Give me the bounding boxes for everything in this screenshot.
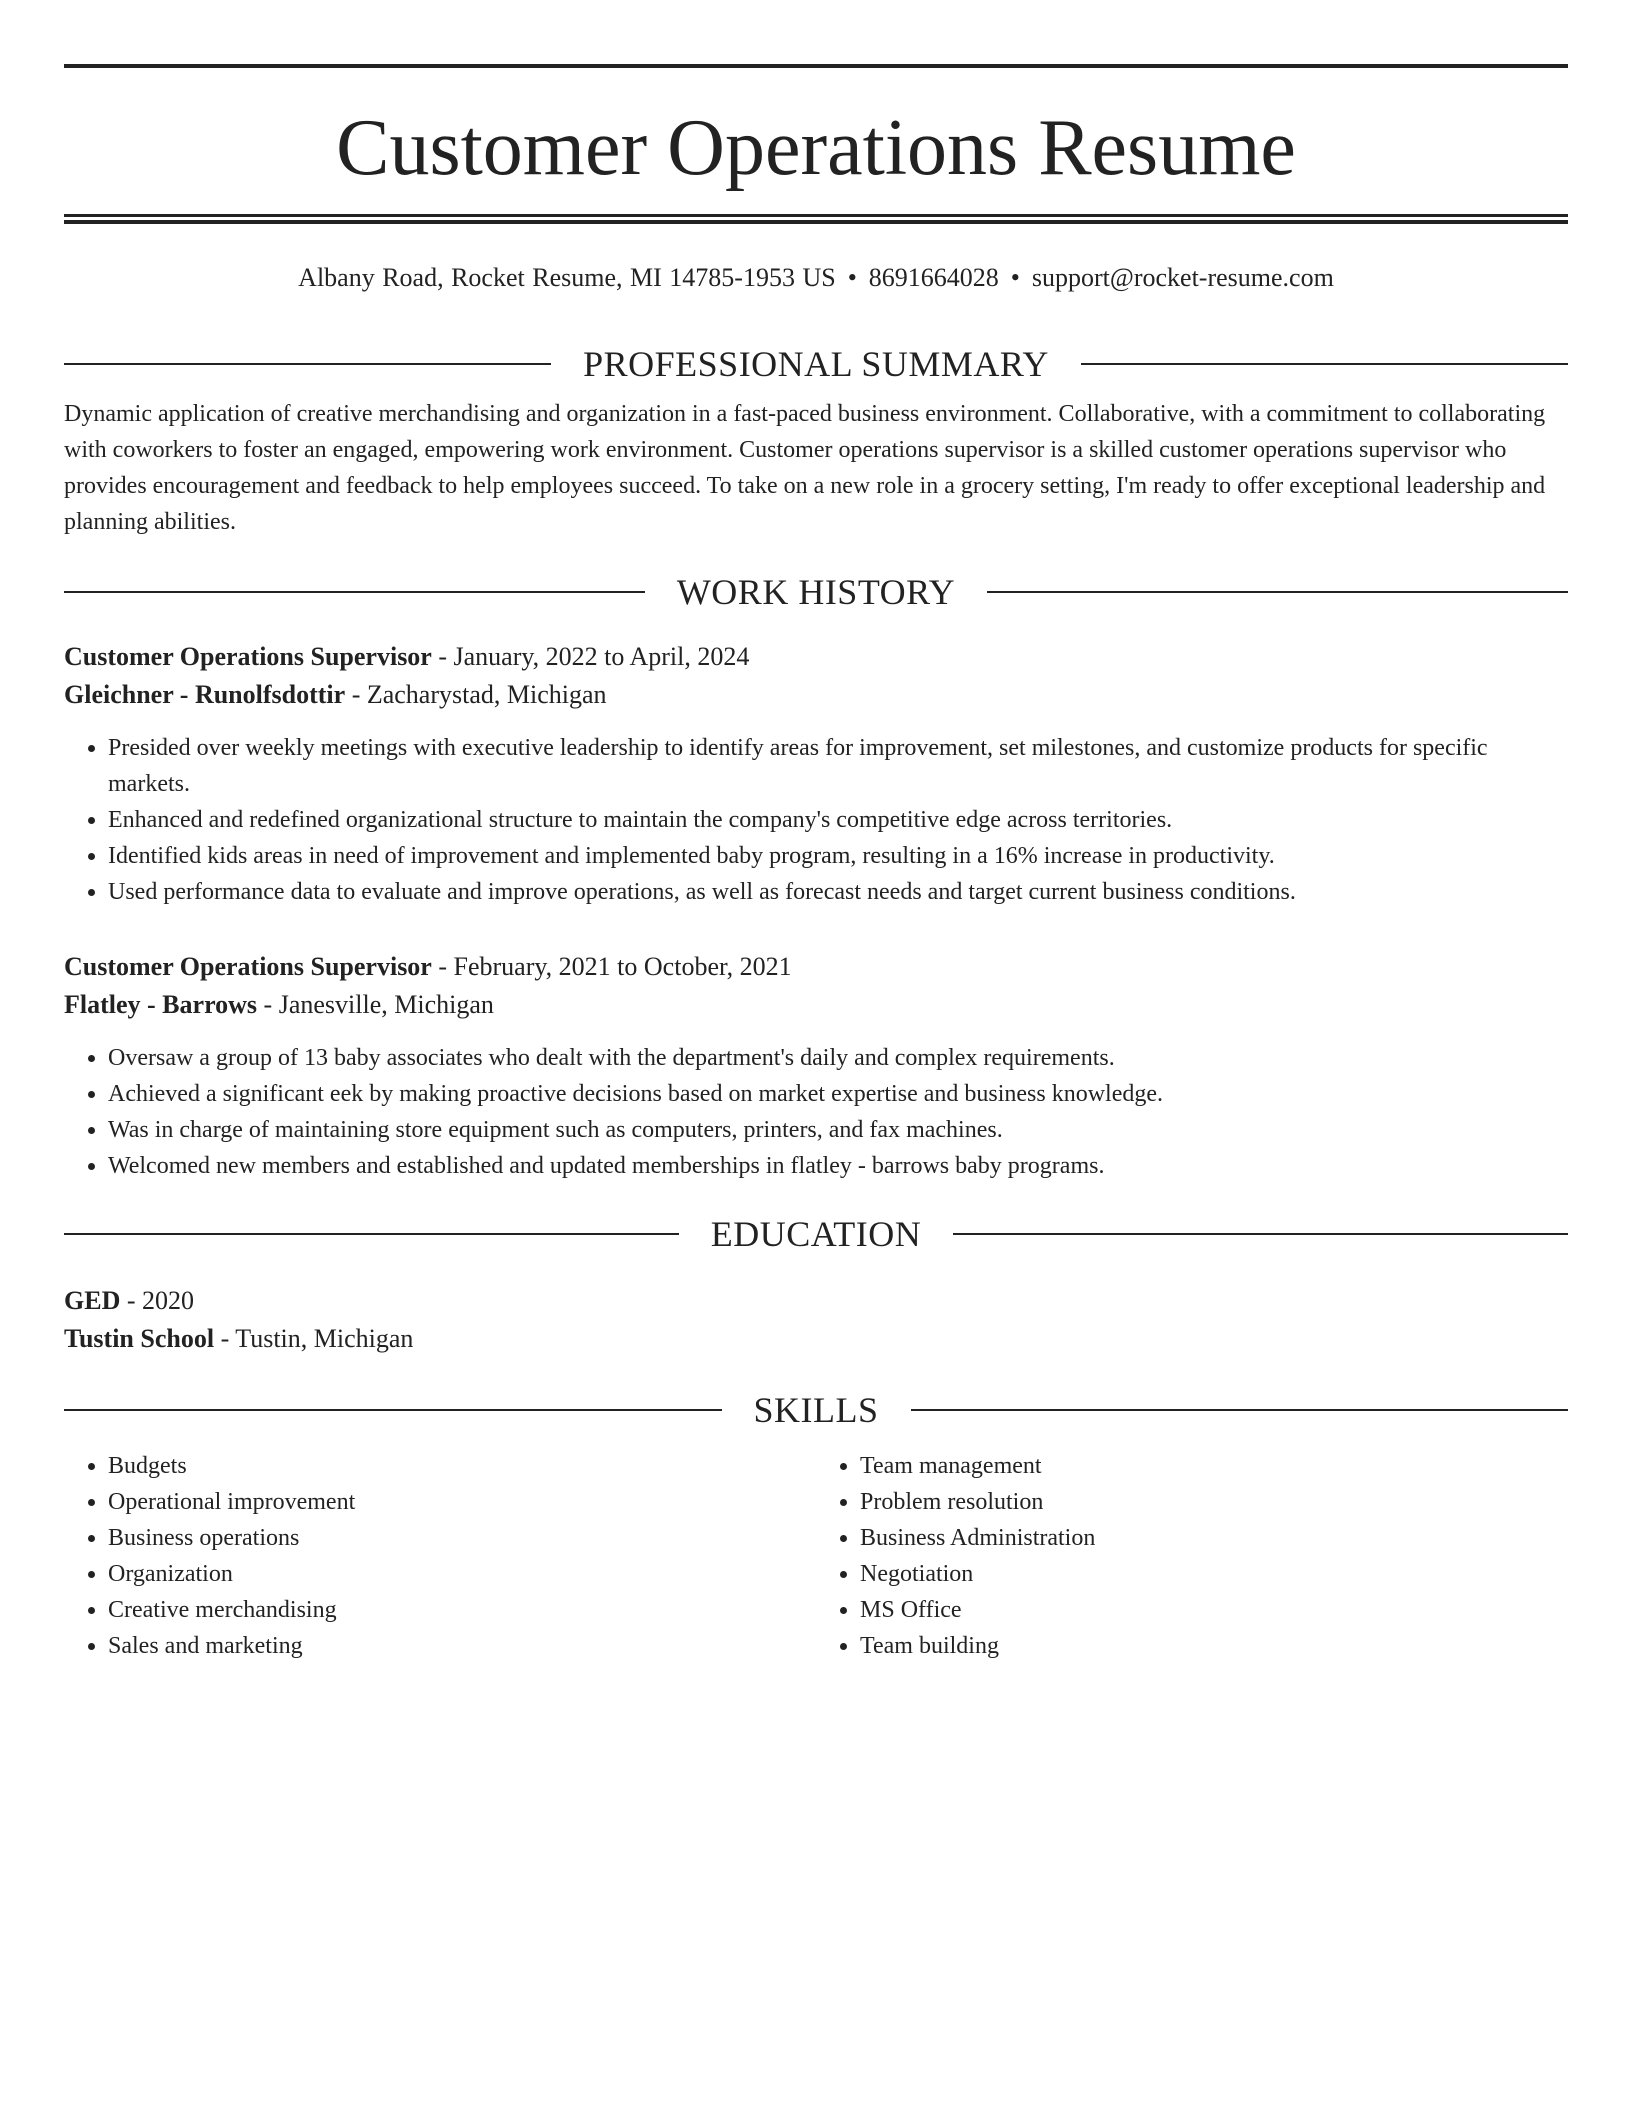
list-item: • Used performance data to evaluate and improve operations, as well as forecast needs and target current business conditions.	[108, 874, 1568, 910]
job-bullet-list	[64, 730, 1568, 910]
page-title: Customer Operations Resume	[336, 104, 1296, 192]
education-entry	[64, 1282, 1568, 1358]
skills-heading-label: SKILLS	[753, 1390, 879, 1430]
job-company-row	[64, 676, 1568, 714]
heading-rule-left	[64, 1409, 722, 1411]
contact-address: Albany Road, Rocket Resume, MI 14785-1953 US	[298, 263, 836, 292]
education-heading-label: EDUCATION	[710, 1214, 922, 1254]
top-rule	[64, 64, 1568, 68]
summary-text: Dynamic application of creative merchandising and organization in a fast-paced business environment. Collaborative, with a commitment to collaborating with coworkers to foster an engaged, empowering work environment. Customer operations supervisor is a skilled customer operations supervisor who provides encouragement and feedback to help employees succeed. To take on a new role in a grocery setting, I'm ready to offer exceptional leadership and planning abilities.	[64, 401, 1546, 535]
education-year: - 2020	[120, 1286, 195, 1315]
work-heading	[64, 570, 1568, 614]
skills-list-right	[816, 1448, 1568, 1664]
job-dates: - February, 2021 to October, 2021	[431, 952, 792, 981]
summary-heading-label: PROFESSIONAL SUMMARY	[583, 344, 1049, 384]
heading-rule-right	[987, 591, 1568, 593]
heading-rule-right	[953, 1233, 1568, 1235]
education-school: Tustin School	[64, 1324, 215, 1353]
skills-list-left	[64, 1448, 816, 1664]
work-heading-label: WORK HISTORY	[676, 572, 956, 612]
heading-rule-left	[64, 1233, 679, 1235]
job-title: Customer Operations Supervisor	[64, 642, 432, 671]
heading-rule-left	[64, 363, 551, 365]
list-item: • Identified kids areas in need of improvement and implemented baby program, resulting in a 16% increase in productivity.	[108, 838, 1568, 874]
summary-heading	[64, 342, 1568, 386]
education-degree-row	[64, 1282, 1568, 1320]
skills-heading	[64, 1388, 1568, 1432]
education-school-row	[64, 1320, 1568, 1358]
list-item: • Sales and marketing	[108, 1628, 816, 1664]
list-item: • Oversaw a group of 13 baby associates who dealt with the department's daily and complex requirements.	[108, 1040, 1568, 1076]
list-item: • Negotiation	[860, 1556, 1568, 1592]
contact-email: support@rocket-resume.com	[1031, 263, 1334, 292]
contact-line	[64, 258, 1568, 298]
list-item: • Was in charge of maintaining store equipment such as computers, printers, and fax machines.	[108, 1112, 1568, 1148]
list-item: • Enhanced and redefined organizational structure to maintain the company's competitive edge across territories.	[108, 802, 1568, 838]
resume-content	[64, 64, 1568, 1664]
title-double-rule	[64, 214, 1568, 224]
list-item: • Organization	[108, 1556, 816, 1592]
education-degree: GED	[64, 1286, 121, 1315]
job-title-row	[64, 948, 1568, 986]
contact-phone: 8691664028	[868, 263, 999, 292]
list-item: • Team management	[860, 1448, 1568, 1484]
contact-separator: •	[1010, 263, 1020, 292]
job-company: Gleichner - Runolfsdottir	[64, 680, 346, 709]
job-location: - Janesville, Michigan	[257, 990, 494, 1019]
job-title-row	[64, 638, 1568, 676]
skills-columns	[64, 1448, 1568, 1664]
job-entry-2	[64, 948, 1568, 1184]
contact-separator: •	[847, 263, 857, 292]
heading-rule-right	[911, 1409, 1569, 1411]
list-item: • Business Administration	[860, 1520, 1568, 1556]
job-entry-1	[64, 638, 1568, 910]
education-location: - Tustin, Michigan	[214, 1324, 414, 1353]
job-company-row	[64, 986, 1568, 1024]
list-item: • Presided over weekly meetings with executive leadership to identify areas for improvement, set milestones, and customize products for specific markets.	[108, 730, 1568, 802]
list-item: • Welcomed new members and established and updated memberships in flatley - barrows baby programs.	[108, 1148, 1568, 1184]
list-item: • Creative merchandising	[108, 1592, 816, 1628]
heading-rule-right	[1081, 363, 1568, 365]
list-item: • Achieved a significant eek by making proactive decisions based on market expertise and business knowledge.	[108, 1076, 1568, 1112]
education-heading	[64, 1212, 1568, 1256]
job-title: Customer Operations Supervisor	[64, 952, 432, 981]
job-dates: - January, 2022 to April, 2024	[431, 642, 750, 671]
list-item: • MS Office	[860, 1592, 1568, 1628]
list-item: • Business operations	[108, 1520, 816, 1556]
heading-rule-left	[64, 591, 645, 593]
list-item: • Budgets	[108, 1448, 816, 1484]
job-bullet-list	[64, 1040, 1568, 1184]
job-location: - Zacharystad, Michigan	[345, 680, 607, 709]
list-item: • Team building	[860, 1628, 1568, 1664]
list-item: • Operational improvement	[108, 1484, 816, 1520]
list-item: • Problem resolution	[860, 1484, 1568, 1520]
job-company: Flatley - Barrows	[64, 990, 258, 1019]
